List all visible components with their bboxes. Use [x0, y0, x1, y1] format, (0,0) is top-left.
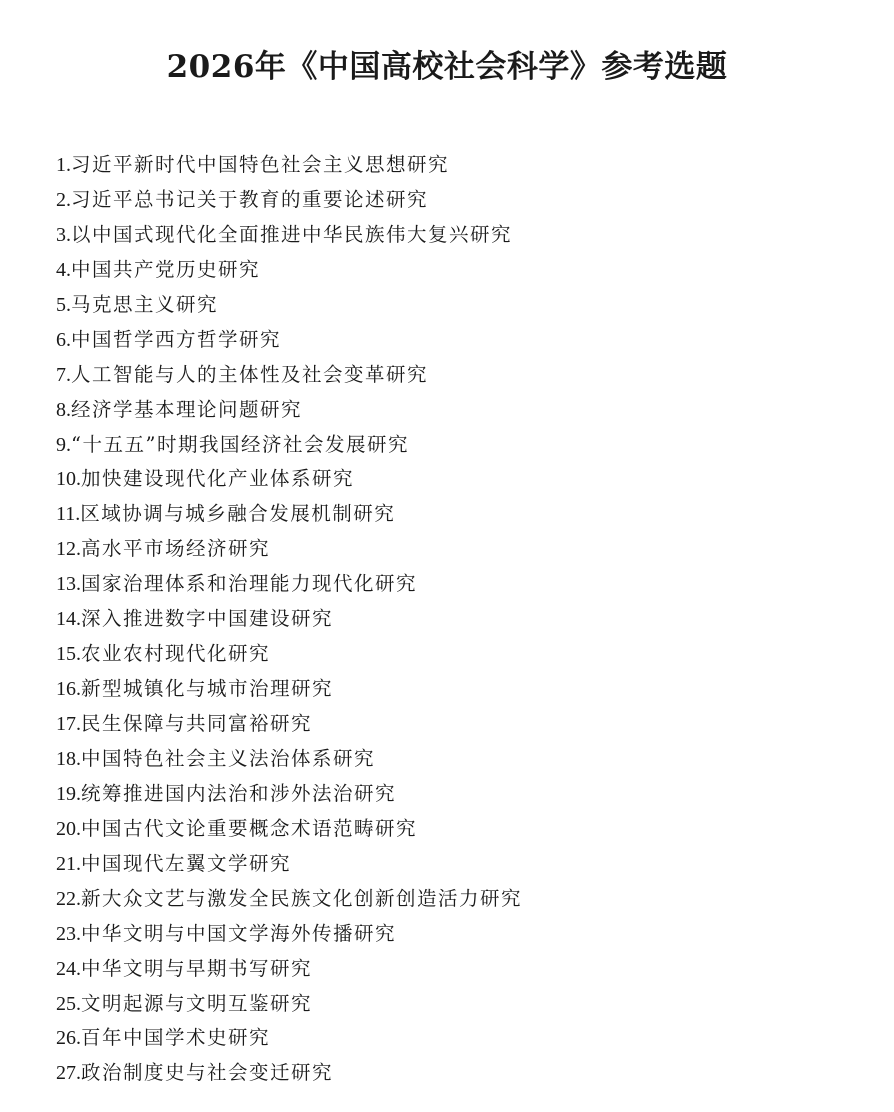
topic-item — [56, 148, 864, 183]
topic-number: 16. — [56, 678, 81, 701]
topic-item — [56, 987, 864, 1022]
topic-text: 区域协调与城乡融合发展机制研究 — [80, 502, 396, 526]
topic-text: 农业农村现代化研究 — [81, 642, 271, 666]
topic-text: 新大众文艺与激发全民族文化创新创造活力研究 — [81, 886, 523, 910]
topic-item — [56, 497, 864, 532]
topic-item — [56, 567, 864, 602]
topic-item — [56, 602, 864, 637]
topic-text: 习近平总书记关于教育的重要论述研究 — [71, 187, 429, 211]
topic-text: 中国古代文论重要概念术语范畴研究 — [81, 816, 418, 840]
topic-number: 17. — [56, 713, 81, 735]
topic-item — [56, 218, 864, 253]
topic-item — [56, 183, 864, 218]
topic-text: 加快建设现代化产业体系研究 — [81, 467, 355, 491]
topic-item — [56, 253, 864, 288]
topic-item — [56, 428, 864, 463]
topic-text: 习近平新时代中国特色社会主义思想研究 — [71, 153, 450, 176]
topic-number: 13. — [56, 573, 81, 596]
topic-number: 7. — [56, 363, 71, 386]
topic-item — [56, 1021, 864, 1056]
topic-number: 27. — [56, 1062, 81, 1085]
topic-item — [56, 393, 864, 428]
topic-number: 14. — [56, 608, 81, 631]
topic-text: 新型城镇化与城市治理研究 — [81, 677, 334, 701]
topic-number: 1. — [56, 154, 71, 176]
topic-item — [56, 532, 864, 567]
topic-text: 马克思主义研究 — [71, 292, 219, 316]
topic-list — [56, 148, 864, 1091]
topic-text: 中国哲学西方哲学研究 — [71, 327, 282, 351]
topic-item — [56, 812, 864, 847]
topic-text: 国家治理体系和治理能力现代化研究 — [81, 572, 418, 596]
topic-number: 2. — [56, 188, 71, 211]
topic-number: 9. — [56, 433, 71, 456]
topic-item — [56, 358, 864, 393]
topic-text: 中华文明与早期书写研究 — [81, 956, 313, 980]
topic-text: 文明起源与文明互鉴研究 — [81, 991, 313, 1015]
topic-item — [56, 462, 864, 497]
topic-number: 23. — [56, 922, 81, 945]
topic-number: 11. — [56, 503, 81, 526]
topic-number: 24. — [56, 957, 81, 980]
topic-number: 25. — [56, 992, 81, 1015]
topic-text: 深入推进数字中国建设研究 — [81, 607, 334, 631]
topic-text: 统筹推进国内法治和涉外法治研究 — [81, 781, 397, 805]
topic-number: 10. — [56, 468, 81, 491]
topic-text: 人工智能与人的主体性及社会变革研究 — [71, 362, 429, 386]
topic-number: 5. — [56, 293, 71, 316]
topic-number: 20. — [56, 817, 81, 840]
topic-text: 以中国式现代化全面推进中华民族伟大复兴研究 — [71, 222, 513, 246]
topic-number: 18. — [56, 747, 81, 770]
topic-number: 12. — [56, 538, 81, 561]
topic-number: 3. — [56, 223, 71, 246]
topic-text: 百年中国学术史研究 — [81, 1026, 271, 1050]
document-title: 2026年《中国高校社会科学》参考选题 — [166, 49, 728, 85]
topic-text: 中国共产党历史研究 — [71, 257, 261, 281]
topic-item — [56, 707, 864, 742]
topic-number: 19. — [56, 782, 81, 805]
topic-text: 经济学基本理论问题研究 — [71, 397, 303, 421]
topic-text: 中国特色社会主义法治体系研究 — [81, 746, 376, 770]
topic-item — [56, 323, 864, 358]
topic-number: 15. — [56, 643, 81, 666]
topic-number: 21. — [56, 852, 81, 875]
topic-number: 22. — [56, 887, 81, 910]
topic-text: 中国现代左翼文学研究 — [81, 851, 292, 875]
topic-item — [56, 1056, 864, 1091]
topic-item — [56, 952, 864, 987]
topic-item — [56, 672, 864, 707]
topic-item — [56, 847, 864, 882]
topic-item — [56, 777, 864, 812]
topic-number: 26. — [56, 1027, 81, 1050]
topic-text: “十五五”时期我国经济社会发展研究 — [71, 432, 409, 456]
topic-text: 高水平市场经济研究 — [81, 537, 271, 561]
topic-text: 民生保障与共同富裕研究 — [81, 712, 313, 735]
topic-number: 6. — [56, 328, 71, 351]
topic-item — [56, 882, 864, 917]
topic-item — [56, 288, 864, 323]
topic-text: 中华文明与中国文学海外传播研究 — [81, 921, 397, 945]
topic-item — [56, 637, 864, 672]
topic-text: 政治制度史与社会变迁研究 — [81, 1061, 334, 1085]
topic-number: 4. — [56, 258, 71, 281]
topic-item — [56, 742, 864, 777]
topic-number: 8. — [56, 398, 71, 421]
topic-item — [56, 917, 864, 952]
